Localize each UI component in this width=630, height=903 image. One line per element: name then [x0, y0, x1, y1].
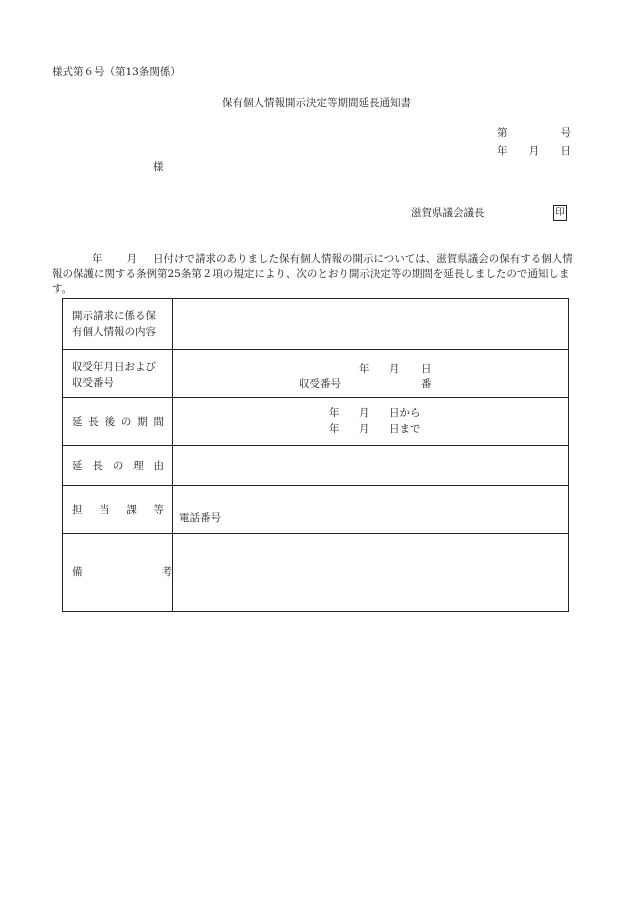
label-char: の: [112, 459, 124, 472]
label-char: の: [120, 415, 132, 428]
row-request-content-label: 開示請求に係る保有個人情報の内容: [63, 299, 173, 349]
addressee-suffix: 様: [153, 161, 164, 173]
row-extended-period: [63, 397, 568, 445]
row-extension-reason: [63, 445, 568, 485]
issue-date-day: 日: [560, 145, 571, 157]
label-char: 担: [72, 503, 83, 516]
row-extended-period-label: [63, 398, 173, 445]
reference-number-suffix: 号: [560, 127, 571, 139]
label-char: 課: [126, 503, 137, 516]
issue-date-year: 年: [497, 145, 508, 157]
row-remarks-label: [63, 534, 173, 611]
row-extension-reason-value: [173, 446, 568, 485]
label-char: 長: [88, 415, 99, 428]
row-remarks-value: [173, 534, 568, 611]
row-receipt-label: 収受年月日および収受番号: [63, 350, 173, 397]
label-char: 備: [72, 566, 83, 578]
row-extended-period-value: [173, 398, 568, 445]
receipt-number-suffix: 番: [421, 378, 432, 390]
label-char: 理: [133, 459, 144, 472]
receipt-year: 年: [359, 363, 370, 375]
receipt-day: 日: [421, 363, 432, 375]
label-char: 後: [104, 415, 116, 428]
label-char: 由: [153, 459, 164, 472]
row-responsible-section-value: [173, 486, 568, 533]
period-until-year: 年: [329, 423, 340, 435]
issue-date: [497, 146, 571, 157]
row-receipt-value: [173, 350, 568, 397]
reference-number-prefix: 第: [497, 127, 508, 139]
row-responsible-section: [63, 485, 568, 533]
extension-form-table: [62, 298, 569, 612]
issue-date-month: 月: [528, 145, 540, 157]
body-year: 年: [92, 253, 103, 265]
label-char: 等: [153, 503, 164, 516]
seal-mark: 印: [553, 205, 567, 221]
period-until-day: 日まで: [389, 423, 421, 435]
row-request-content-value: [173, 299, 568, 349]
label-char: 長: [92, 459, 103, 472]
row-extension-reason-label: [63, 446, 173, 485]
body-text: [52, 252, 582, 297]
label-char: 当: [99, 503, 110, 516]
period-until-month: 月: [359, 423, 370, 435]
reference-number: [497, 128, 571, 139]
row-remarks: [63, 533, 568, 611]
row-receipt: [63, 349, 568, 397]
label-char: 延: [72, 459, 83, 472]
label-char: 間: [153, 415, 164, 428]
receipt-number-label: 収受番号: [299, 378, 341, 390]
body-paragraph: 日付けで請求のありました保有個人情報の開示については、滋賀県議会の保有する個人情報の保護に関する条例第25条第２項の規定により、次のとおり開示決定等の期間を延長しましたので通知します。: [52, 253, 573, 295]
period-from-month: 月: [359, 407, 370, 419]
receipt-month: 月: [389, 363, 400, 375]
document-title: 保有個人情報開示決定等期間延長通知書: [222, 97, 411, 109]
label-char: 考: [161, 566, 172, 578]
period-from-year: 年: [329, 407, 340, 419]
label-char: 延: [72, 415, 83, 428]
period-from-day: 日から: [389, 407, 421, 419]
row-responsible-section-label: [63, 486, 173, 533]
phone-number-label: 電話番号: [179, 512, 221, 524]
body-month: 月: [126, 253, 137, 265]
issuer-name: 滋賀県議会議長: [411, 207, 485, 219]
row-request-content: [63, 299, 568, 349]
label-char: 期: [137, 415, 148, 428]
form-number: 様式第６号（第13条関係）: [52, 66, 181, 78]
